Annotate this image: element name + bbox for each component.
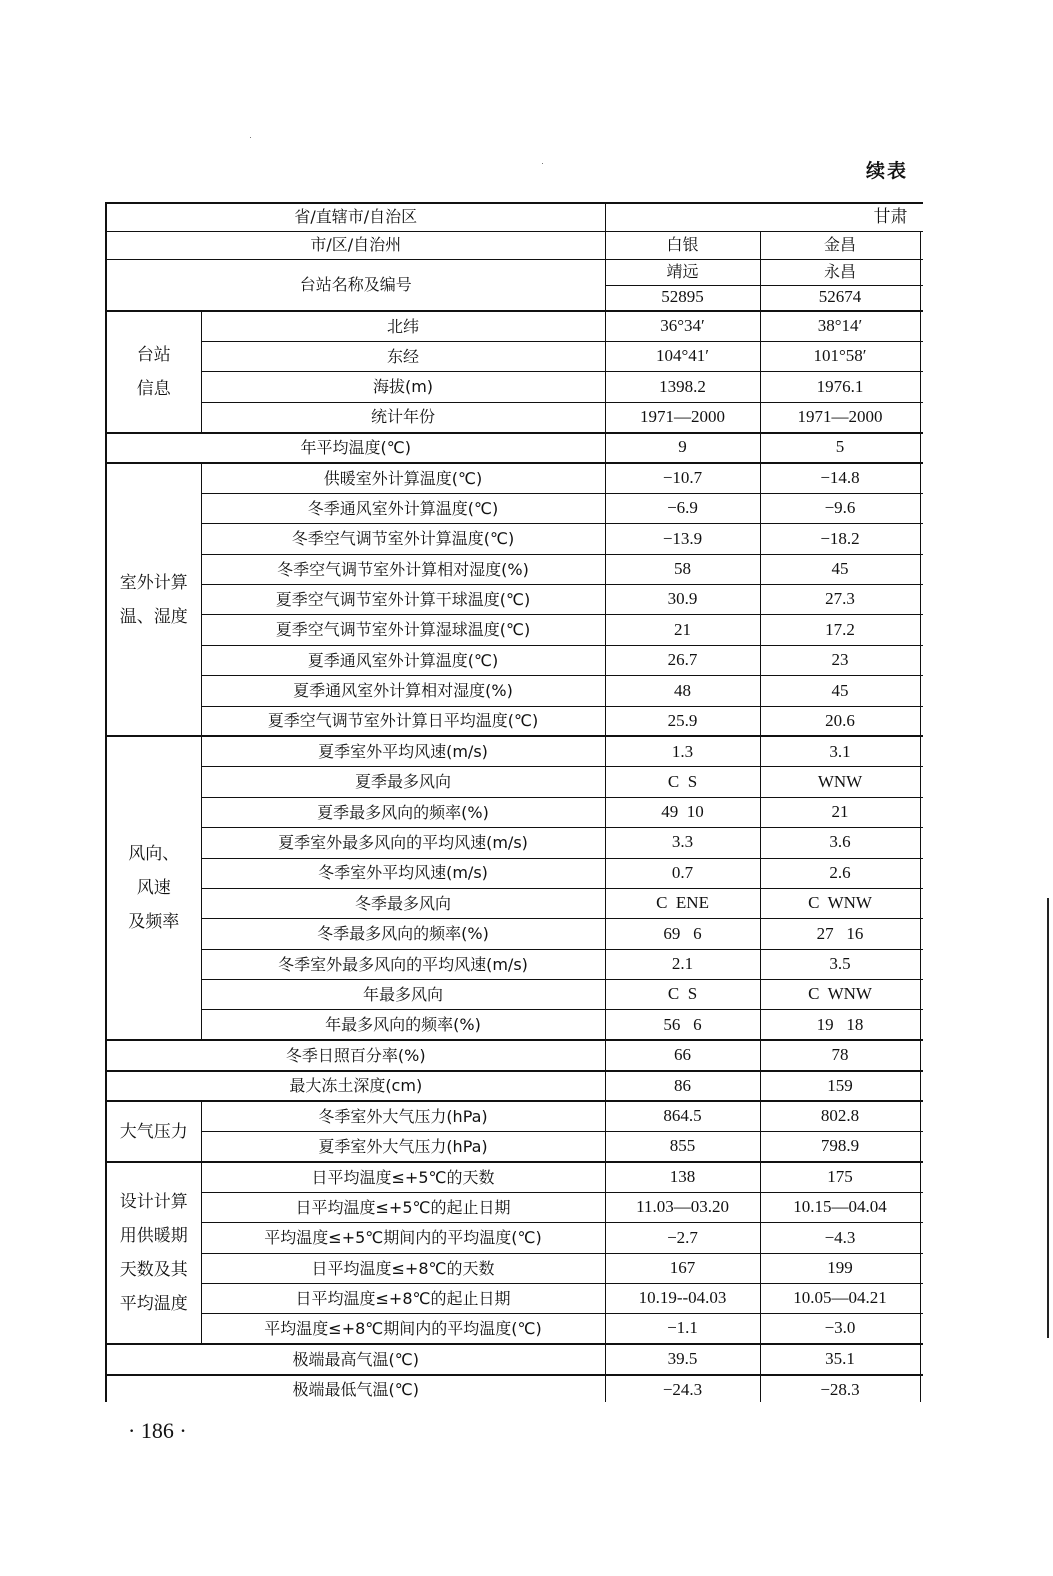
value-cell: 159 xyxy=(760,1071,920,1101)
blank-cell xyxy=(920,285,923,311)
row-label: 东经 xyxy=(201,341,605,371)
value-cell: 855 xyxy=(605,1132,760,1162)
value-cell: 45 xyxy=(760,554,920,584)
blank-cell xyxy=(920,706,923,736)
value-cell: 1.3 xyxy=(605,736,760,766)
table-row xyxy=(106,1375,923,1402)
value-cell: −9.6 xyxy=(760,493,920,523)
value-cell: 58 xyxy=(605,554,760,584)
value-cell: −2.7 xyxy=(605,1223,760,1253)
value-cell: 48 xyxy=(605,676,760,706)
row-label: 夏季最多风向的频率(%) xyxy=(201,797,605,827)
blank-cell xyxy=(920,493,923,523)
value-cell: 11.03—03.20 xyxy=(605,1192,760,1222)
blank-cell xyxy=(920,1010,923,1040)
table-row xyxy=(106,1223,923,1253)
blank-cell xyxy=(920,524,923,554)
value-cell: 3.5 xyxy=(760,949,920,979)
blank-cell xyxy=(920,259,923,285)
scan-edge-line xyxy=(1047,898,1049,1338)
value-cell: 175 xyxy=(760,1162,920,1192)
station-name: 永昌 xyxy=(760,259,920,285)
table-row xyxy=(106,1010,923,1040)
table-row xyxy=(106,706,923,736)
blank-cell xyxy=(920,676,923,706)
blank-cell xyxy=(920,888,923,918)
table-row xyxy=(106,524,923,554)
blank-cell xyxy=(920,1375,923,1402)
value-cell: 1398.2 xyxy=(605,372,760,402)
row-label: 夏季室外平均风速(m/s) xyxy=(201,736,605,766)
blank-cell xyxy=(920,341,923,371)
blank-cell xyxy=(920,554,923,584)
row-label: 平均温度≤+8℃期间内的平均温度(℃) xyxy=(201,1314,605,1344)
row-label: 极端最高气温(℃) xyxy=(106,1344,605,1374)
province-value xyxy=(605,203,923,231)
row-label: 北纬 xyxy=(201,311,605,341)
station-name: 靖远 xyxy=(605,259,760,285)
row-label: 冬季室外大气压力(hPa) xyxy=(201,1101,605,1131)
blank-cell xyxy=(920,1253,923,1283)
blank-cell xyxy=(920,585,923,615)
value-cell: 1976.1 xyxy=(760,372,920,402)
blank-cell xyxy=(920,1344,923,1374)
value-cell: −14.8 xyxy=(760,463,920,493)
blank-cell xyxy=(920,645,923,675)
value-cell: 3.6 xyxy=(760,828,920,858)
value-cell: 798.9 xyxy=(760,1132,920,1162)
value-cell: 3.3 xyxy=(605,828,760,858)
value-cell: −28.3 xyxy=(760,1375,920,1402)
table-row xyxy=(106,1253,923,1283)
value-cell: −3.0 xyxy=(760,1314,920,1344)
row-label: 夏季通风室外计算温度(℃) xyxy=(201,645,605,675)
value-cell: 10.05—04.21 xyxy=(760,1284,920,1314)
province-name: 甘肃 xyxy=(873,206,908,227)
table-row xyxy=(106,797,923,827)
group-label: 大气压力 xyxy=(106,1101,201,1162)
row-label: 夏季最多风向 xyxy=(201,767,605,797)
value-cell: 56 6 xyxy=(605,1010,760,1040)
scan-speck xyxy=(250,137,251,138)
station-label: 台站名称及编号 xyxy=(106,259,605,311)
value-cell: C ENE xyxy=(605,888,760,918)
table-row xyxy=(106,402,923,432)
row-label: 海拔(m) xyxy=(201,372,605,402)
city-name: 金昌 xyxy=(760,231,920,259)
blank-cell xyxy=(920,1101,923,1131)
blank-cell xyxy=(920,1132,923,1162)
value-cell: −10.7 xyxy=(605,463,760,493)
value-cell: 49 10 xyxy=(605,797,760,827)
value-cell: 69 6 xyxy=(605,919,760,949)
table-row xyxy=(106,1101,923,1131)
blank-cell xyxy=(920,980,923,1010)
table-row xyxy=(106,1284,923,1314)
blank-cell xyxy=(920,615,923,645)
value-cell: C WNW xyxy=(760,888,920,918)
value-cell: C S xyxy=(605,767,760,797)
table-row xyxy=(106,463,923,493)
value-cell: −1.1 xyxy=(605,1314,760,1344)
table-row xyxy=(106,585,923,615)
row-label: 夏季通风室外计算相对湿度(%) xyxy=(201,676,605,706)
value-cell: 864.5 xyxy=(605,1101,760,1131)
blank-cell xyxy=(920,1284,923,1314)
row-label: 夏季空气调节室外计算日平均温度(℃) xyxy=(201,706,605,736)
row-label: 冬季最多风向 xyxy=(201,888,605,918)
table-row xyxy=(106,372,923,402)
row-label: 冬季日照百分率(%) xyxy=(106,1040,605,1070)
blank-cell xyxy=(920,1040,923,1070)
row-label: 供暖室外计算温度(℃) xyxy=(201,463,605,493)
value-cell: 38°14′ xyxy=(760,311,920,341)
table-row xyxy=(106,554,923,584)
value-cell: −6.9 xyxy=(605,493,760,523)
blank-cell xyxy=(920,858,923,888)
group-label: 设计计算 用供暖期 天数及其 平均温度 xyxy=(106,1162,201,1344)
table-row xyxy=(106,433,923,463)
row-label: 最大冻土深度(cm) xyxy=(106,1071,605,1101)
province-label: 省/直辖市/自治区 xyxy=(106,203,605,231)
table-row xyxy=(106,858,923,888)
blank-cell xyxy=(920,919,923,949)
row-label: 夏季室外最多风向的平均风速(m/s) xyxy=(201,828,605,858)
table-row xyxy=(106,1192,923,1222)
table-row xyxy=(106,828,923,858)
value-cell: 27 16 xyxy=(760,919,920,949)
value-cell: 101°58′ xyxy=(760,341,920,371)
value-cell: 1971—2000 xyxy=(605,402,760,432)
row-label: 年平均温度(℃) xyxy=(106,433,605,463)
row-label: 冬季最多风向的频率(%) xyxy=(201,919,605,949)
row-label: 年最多风向的频率(%) xyxy=(201,1010,605,1040)
continued-label: 续表 xyxy=(866,160,909,182)
value-cell: 17.2 xyxy=(760,615,920,645)
table-row xyxy=(106,767,923,797)
value-cell: 802.8 xyxy=(760,1101,920,1131)
value-cell: −13.9 xyxy=(605,524,760,554)
table-row xyxy=(106,736,923,766)
table-row xyxy=(106,949,923,979)
row-label: 冬季通风室外计算温度(℃) xyxy=(201,493,605,523)
row-label: 日平均温度≤+5℃的起止日期 xyxy=(201,1192,605,1222)
table-row xyxy=(106,615,923,645)
blank-cell xyxy=(920,797,923,827)
value-cell: 78 xyxy=(760,1040,920,1070)
table-row xyxy=(106,645,923,675)
value-cell: C S xyxy=(605,980,760,1010)
value-cell: 9 xyxy=(605,433,760,463)
table-row xyxy=(106,980,923,1010)
value-cell: −4.3 xyxy=(760,1223,920,1253)
value-cell: C WNW xyxy=(760,980,920,1010)
blank-cell xyxy=(920,828,923,858)
page-number: · 186 · xyxy=(128,1418,187,1443)
scan-speck xyxy=(542,163,543,164)
row-label: 冬季空气调节室外计算相对湿度(%) xyxy=(201,554,605,584)
row-label: 冬季室外平均风速(m/s) xyxy=(201,858,605,888)
row-label: 日平均温度≤+8℃的起止日期 xyxy=(201,1284,605,1314)
row-label: 日平均温度≤+8℃的天数 xyxy=(201,1253,605,1283)
station-code: 52895 xyxy=(605,285,760,311)
value-cell: 138 xyxy=(605,1162,760,1192)
blank-cell xyxy=(920,402,923,432)
table-row xyxy=(106,919,923,949)
table-row xyxy=(106,1132,923,1162)
city-name: 白银 xyxy=(605,231,760,259)
value-cell: 36°34′ xyxy=(605,311,760,341)
value-cell: 19 18 xyxy=(760,1010,920,1040)
group-label: 室外计算 温、湿度 xyxy=(106,463,201,737)
value-cell: 26.7 xyxy=(605,645,760,675)
city-label: 市/区/自治州 xyxy=(106,231,605,259)
value-cell: −24.3 xyxy=(605,1375,760,1402)
value-cell: 20.6 xyxy=(760,706,920,736)
value-cell: 0.7 xyxy=(605,858,760,888)
row-label: 冬季空气调节室外计算温度(℃) xyxy=(201,524,605,554)
value-cell: −18.2 xyxy=(760,524,920,554)
blank-cell xyxy=(920,949,923,979)
blank-cell xyxy=(920,433,923,463)
table-row xyxy=(106,888,923,918)
value-cell: 39.5 xyxy=(605,1344,760,1374)
value-cell: 45 xyxy=(760,676,920,706)
table-row xyxy=(106,1344,923,1374)
row-label: 年最多风向 xyxy=(201,980,605,1010)
row-label: 夏季空气调节室外计算湿球温度(℃) xyxy=(201,615,605,645)
table-row xyxy=(106,1040,923,1070)
value-cell: 25.9 xyxy=(605,706,760,736)
blank-cell xyxy=(920,463,923,493)
blank-cell xyxy=(920,767,923,797)
table-row xyxy=(106,676,923,706)
blank-cell xyxy=(920,1071,923,1101)
value-cell: 3.1 xyxy=(760,736,920,766)
value-cell: 21 xyxy=(605,615,760,645)
group-label: 台站 信息 xyxy=(106,311,201,433)
blank-cell xyxy=(920,1223,923,1253)
value-cell: 5 xyxy=(760,433,920,463)
station-code: 52674 xyxy=(760,285,920,311)
blank-cell xyxy=(920,231,923,259)
value-cell: 35.1 xyxy=(760,1344,920,1374)
blank-cell xyxy=(920,1192,923,1222)
value-cell: 199 xyxy=(760,1253,920,1283)
value-cell: WNW xyxy=(760,767,920,797)
value-cell: 10.15—04.04 xyxy=(760,1192,920,1222)
row-label: 夏季空气调节室外计算干球温度(℃) xyxy=(201,585,605,615)
value-cell: 21 xyxy=(760,797,920,827)
value-cell: 104°41′ xyxy=(605,341,760,371)
row-label: 冬季室外最多风向的平均风速(m/s) xyxy=(201,949,605,979)
blank-cell xyxy=(920,736,923,766)
row-label: 夏季室外大气压力(hPa) xyxy=(201,1132,605,1162)
value-cell: 167 xyxy=(605,1253,760,1283)
table-row xyxy=(106,1071,923,1101)
value-cell: 23 xyxy=(760,645,920,675)
climate-data-table xyxy=(105,202,923,1402)
value-cell: 2.6 xyxy=(760,858,920,888)
row-label: 日平均温度≤+5℃的天数 xyxy=(201,1162,605,1192)
value-cell: 27.3 xyxy=(760,585,920,615)
group-label: 风向、 风速 及频率 xyxy=(106,736,201,1040)
blank-cell xyxy=(920,1314,923,1344)
row-label: 统计年份 xyxy=(201,402,605,432)
blank-cell xyxy=(920,1162,923,1192)
climate-table-wrapper xyxy=(105,202,923,1402)
row-label: 极端最低气温(℃) xyxy=(106,1375,605,1402)
blank-cell xyxy=(920,372,923,402)
value-cell: 66 xyxy=(605,1040,760,1070)
value-cell: 10.19--04.03 xyxy=(605,1284,760,1314)
table-row xyxy=(106,1314,923,1344)
value-cell: 86 xyxy=(605,1071,760,1101)
table-row xyxy=(106,311,923,341)
value-cell: 30.9 xyxy=(605,585,760,615)
blank-cell xyxy=(920,311,923,341)
table-row xyxy=(106,341,923,371)
table-row xyxy=(106,493,923,523)
value-cell: 2.1 xyxy=(605,949,760,979)
value-cell: 1971—2000 xyxy=(760,402,920,432)
row-label: 平均温度≤+5℃期间内的平均温度(℃) xyxy=(201,1223,605,1253)
table-row xyxy=(106,1162,923,1192)
